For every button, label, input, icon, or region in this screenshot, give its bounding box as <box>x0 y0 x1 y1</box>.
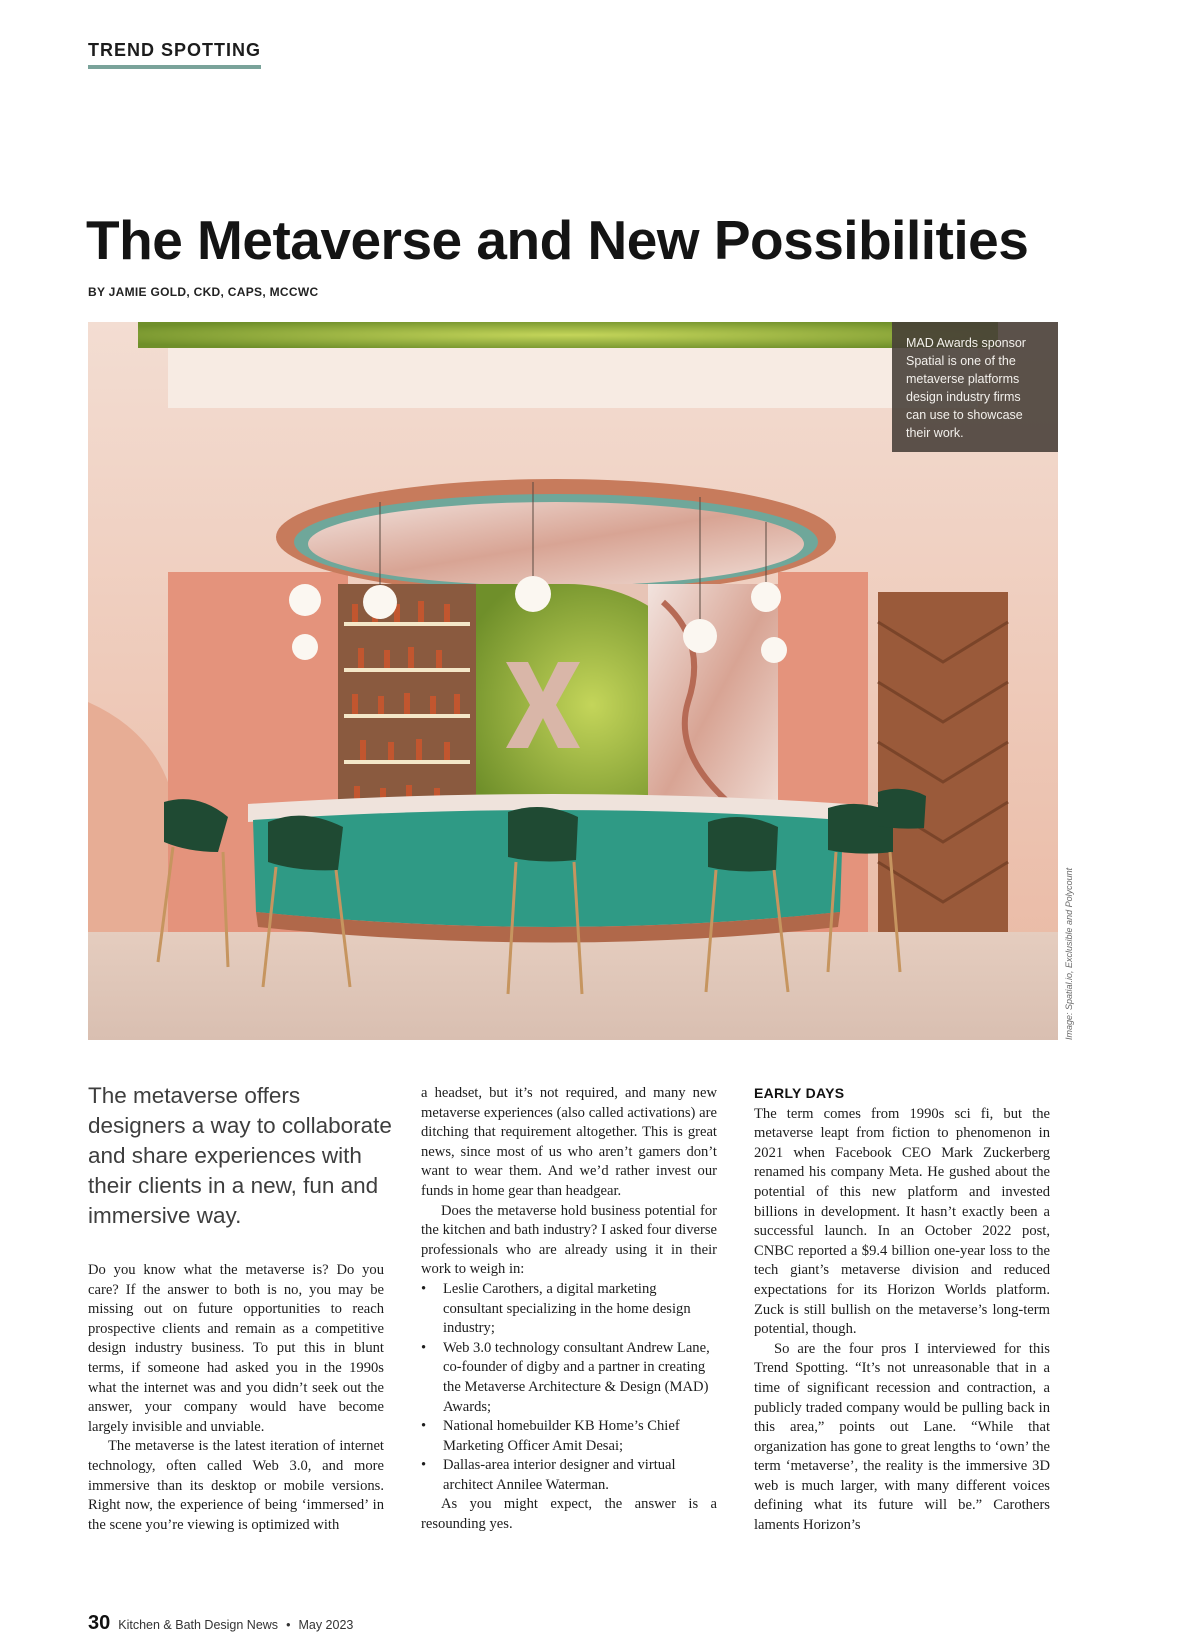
body-column-1 <box>88 1261 384 1535</box>
list-item: • Web 3.0 technology consultant Andrew Lane, co-founder of digby and a partner in creating the Metaverse Architecture & Design (MAD) Awards; <box>421 1339 717 1417</box>
publication-name: Kitchen & Bath Design News <box>118 1618 279 1632</box>
article-headline: The Metaverse and New Possibilities <box>86 209 1029 271</box>
body-column-2 <box>421 1084 717 1535</box>
body-paragraph: The metaverse is the latest iteration of internet technology, often called Web 3.0, and more immersive than its desktop or mobile versions. Right now, the experience of being ‘immersed’ in the scene you’re viewing is optimized with <box>88 1438 384 1533</box>
body-paragraph: Does the metaverse hold business potential for the kitchen and bath industry? I asked four diverse professionals who are already using it in their work to weigh in: <box>421 1202 717 1278</box>
interviewee-list <box>421 1280 717 1496</box>
page-footer <box>88 1612 353 1635</box>
body-paragraph: a headset, but it’s not required, and many new metaverse experiences (also called activations) are ditching that requirement altogether. This is great news, since most of us who aren’t gamers don’t want to wear them. And we’d rather invest our funds in home gear than headgear. <box>421 1085 717 1199</box>
body-paragraph: As you might expect, the answer is a resounding yes. <box>421 1496 717 1533</box>
list-item: • National homebuilder KB Home’s Chief Marketing Officer Amit Desai; <box>421 1417 717 1456</box>
list-item: • Dallas-area interior designer and virtual architect Annilee Waterman. <box>421 1456 717 1495</box>
body-paragraph: So are the four pros I interviewed for this Trend Spotting. “It’s not unreasonable that in a time of significant recession and contraction, a publicly traded company would be pulling back in this area,” points out Lane. “While that organization has gone to great lengths to ‘own’ the term ‘metaverse’, the reality is the immersive 3D web is much larger, with many different voices defining what its future will be.” Carothers laments Horizon’s <box>754 1340 1050 1534</box>
page-number: 30 <box>88 1612 111 1634</box>
subhead-early-days: EARLY DAYS <box>754 1085 845 1101</box>
issue-date: May 2023 <box>298 1618 354 1632</box>
feature-photo <box>88 322 1058 1040</box>
photo-credit: Image: Spatial.io, Exclusible and Polycount <box>1064 867 1074 1040</box>
body-column-3 <box>754 1084 1050 1536</box>
body-paragraph: The term comes from 1990s sci fi, but the metaverse leapt from fiction to phenomenon in 2021 when Facebook CEO Mark Zuckerberg renamed his company Meta. He gushed about the potential of this new platform and invested billions in development. It hasn’t exactly been a successful launch. In an October 2022 post, CNBC reported a $9.4 billion one-year loss to the tech giant’s metaverse division and reduced expectations for its Horizon Worlds platform. Zuck is still bullish on the metaverse’s long-term potential, though. <box>754 1105 1050 1338</box>
body-paragraph: Do you know what the metaverse is? Do you care? If the answer to both is no, you may be missing out on future opportunities to reach prospective clients and remain as a competitive design industry business. To put this in blunt terms, if someone had asked you in the 1990s what the internet was and you didn’t seek out the answer, your company would have become largely invisible and unviable. <box>88 1262 384 1435</box>
article-deck: The metaverse offers designers a way to collaborate and share experiences with their clients in a new, fun and immersive way. <box>88 1083 392 1228</box>
photo-caption: MAD Awards sponsor Spatial is one of the metaverse platforms design industry firms can use to showcase their work. <box>892 322 1058 452</box>
section-label: TREND SPOTTING <box>88 40 261 69</box>
footer-separator: • <box>286 1618 291 1632</box>
list-item: • Leslie Carothers, a digital marketing consultant specializing in the home design industry; <box>421 1280 717 1339</box>
byline: BY JAMIE GOLD, CKD, CAPS, MCCWC <box>88 285 319 299</box>
